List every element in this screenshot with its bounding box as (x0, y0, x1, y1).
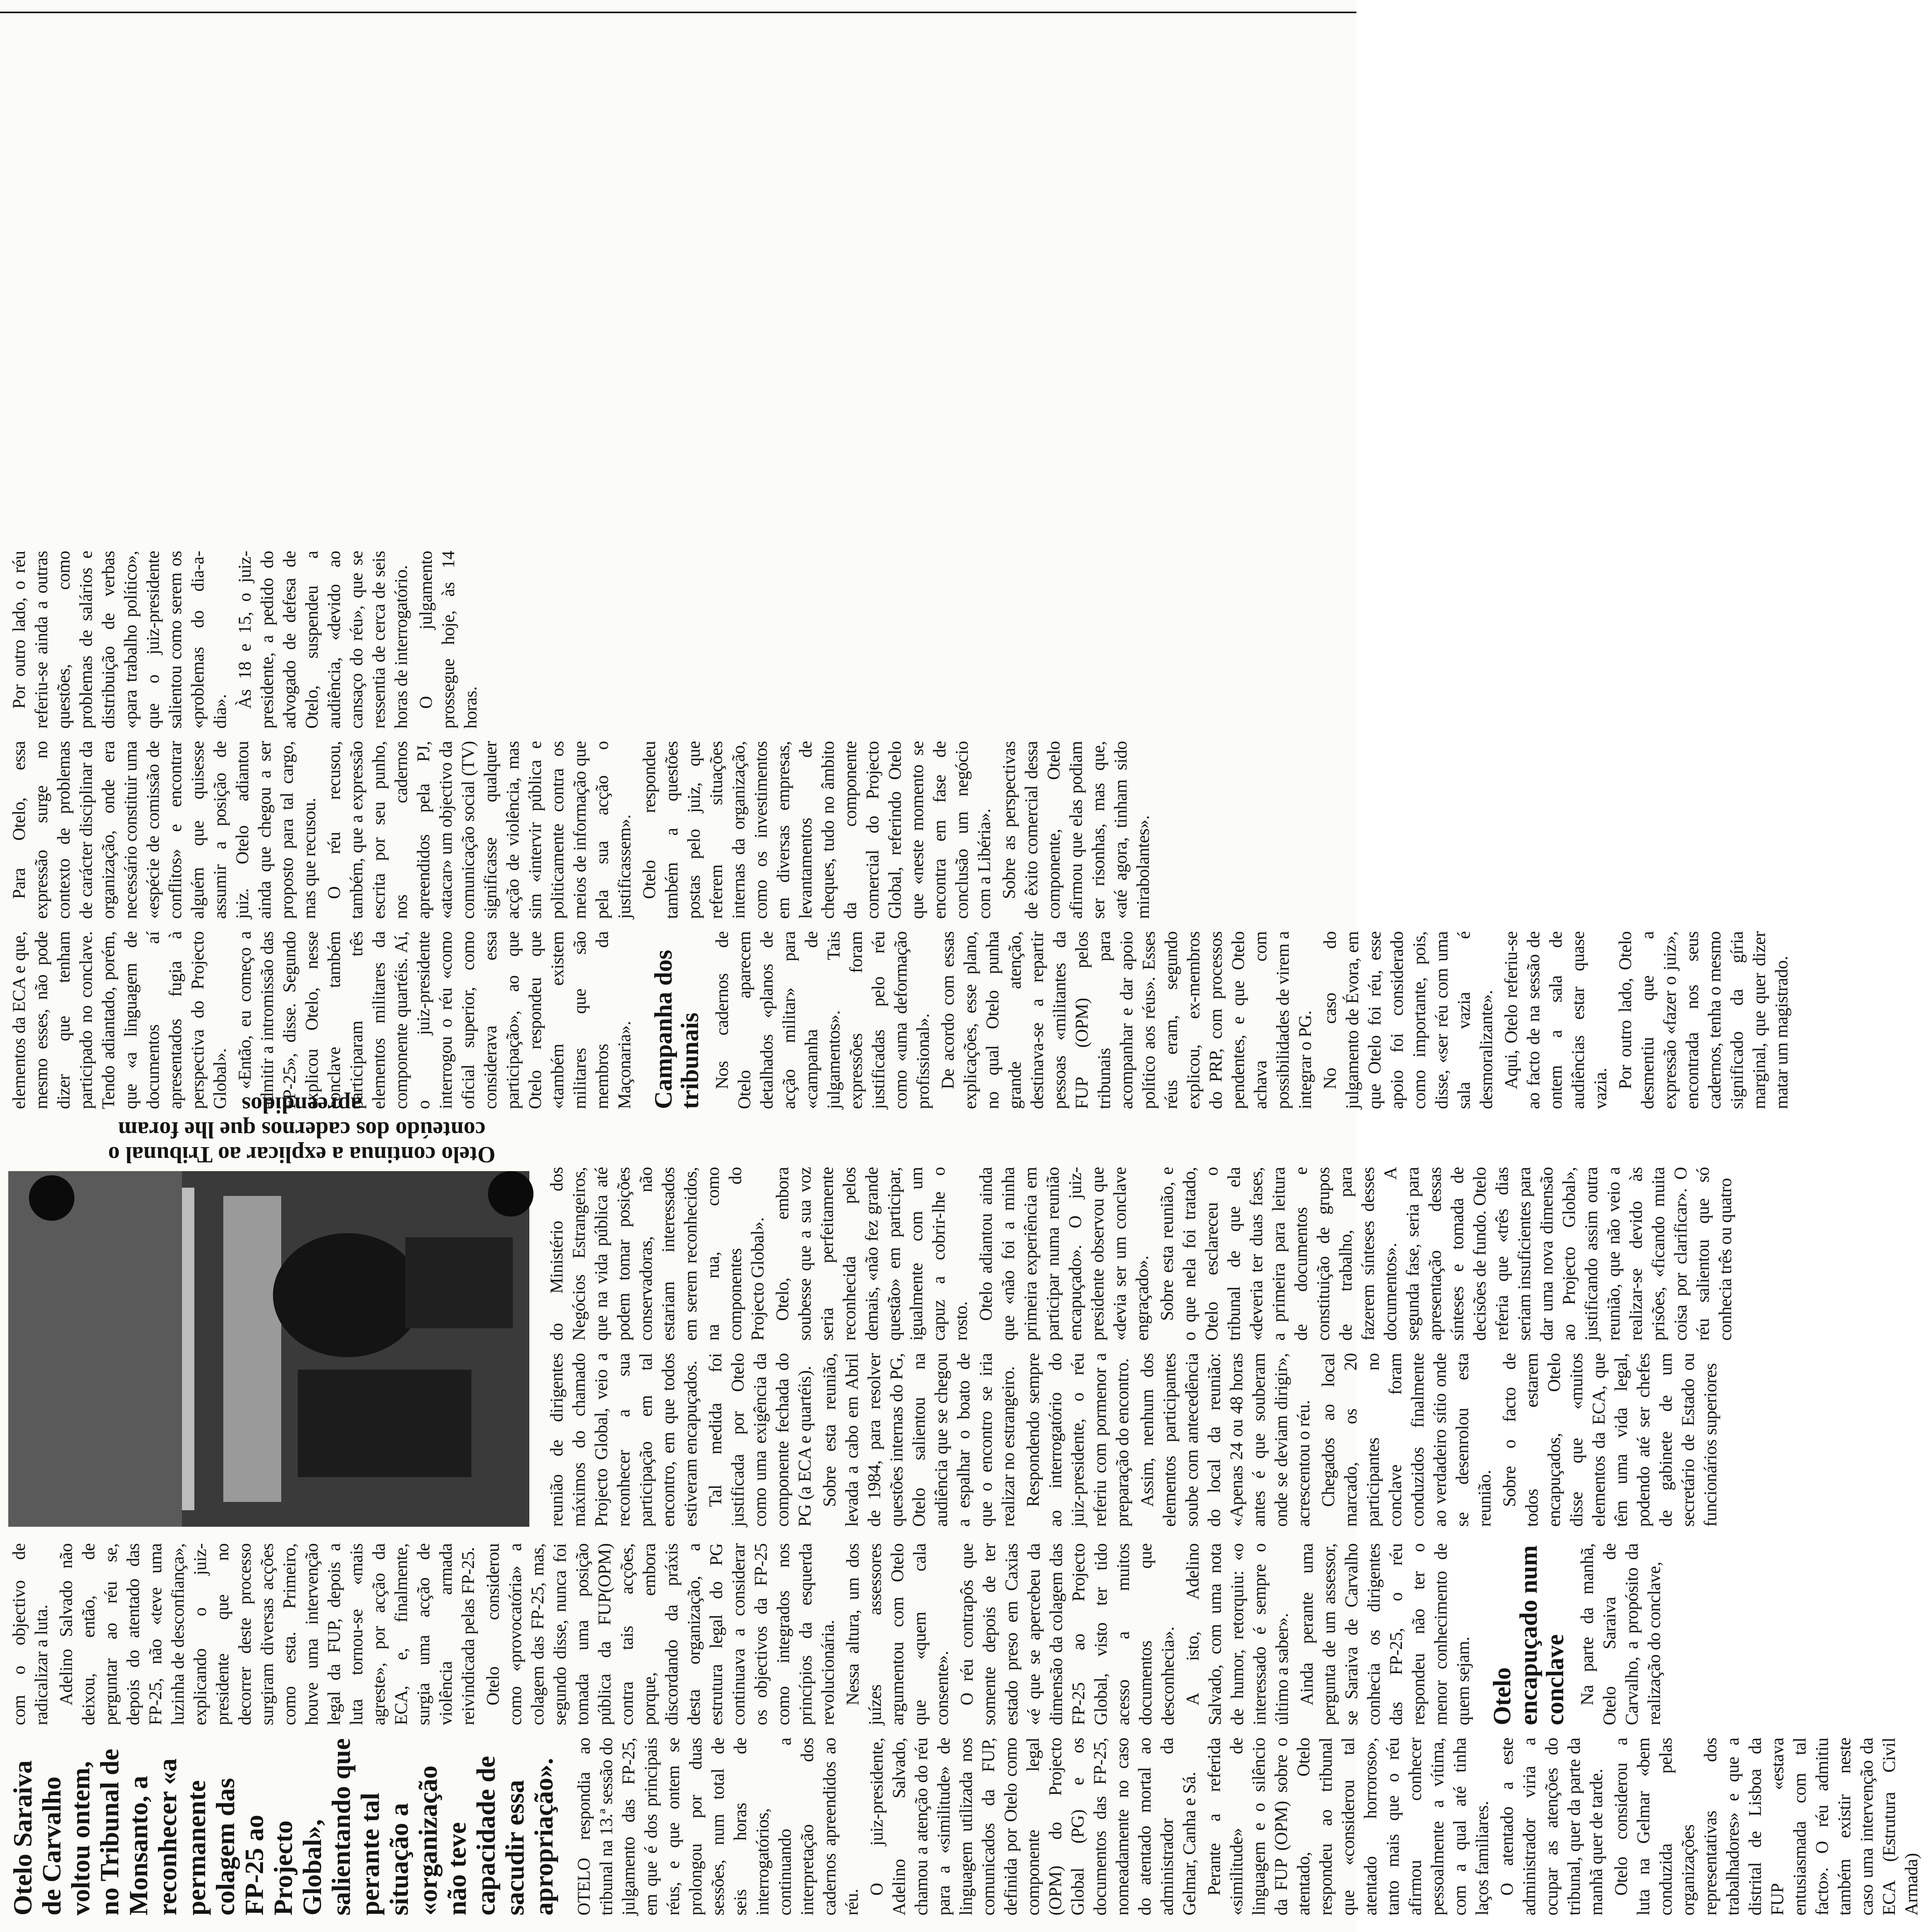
paragraph: Às 18 e 15, o juiz-presidente, a pedido do advogado de defesa de Otelo, suspendeu a audiência, «devido ao cansaço do réu», que se ressentia de cerca de seis horas de interrogatório. (235, 551, 411, 729)
paragraph: Sobre esta reunião, e o que nela foi tratado, Otelo esclareceu o tribunal de que ela «deveria ter duas fases, a primeira para leitura de documentos e constituição de grupos de trabalho, para fazerem sínteses desses documentos». A segunda fase, seria para apresentação dessas sínteses e tomada de decisões de fundo. Otelo referia que «três dias seriam insuficientes para dar uma nova dimensão ao Projecto Global», justificando assim outra reunião, que não veio a realizar-se devido às prisões, «ficando muita coisa por clarificar». O réu salientou que só conhecia três ou quatro (1158, 1167, 1735, 1341)
paragraph: Nessa altura, um dos juízes assessores argumentou com Otelo que «quem cala consente». (843, 1543, 952, 1725)
paragraph: Chegados ao local marcado, os 20 participantes no conclave foram conduzidos finalmente ao verdadeiro sítio onde se desenrolou esta reunião. (1319, 1353, 1495, 1527)
paragraph: Aqui, Otelo referiu-se ao facto de na sessão de ontem a sala de audiências estar quase vazia. (1502, 931, 1610, 1109)
paragraph: O réu recusou, também, que a expressão escrita por seu punho, nos cadernos apreendidos pela PJ, «atacar» um objectivo da comunicação social (TV) significasse qualquer acção de violência, mas sim «intervir pública e politicamente contra os meios de informação que pela sua acção o justificassem». (325, 741, 634, 919)
headline: Otelo Saraiva de Carvalho voltou ontem, no Tribunal de Monsanto, a reconhecer «a permanente colagem das FP-25 ao Projecto Global», salientando que perante tal situação a «organização não teve capacidade de sacudir essa apropriação». (8, 1738, 558, 1915)
paragraph: No caso do julgamento de Évora, em que Otelo foi réu, esse apoio foi considerado como importante, pois, disse, «ser réu com uma sala vazia é desmoralizante». (1320, 931, 1496, 1109)
paragraph: Nos cadernos de Otelo aparecem detalhados «planos de acção militar» para «campanha de julgamentos». Tais expressões foram justificadas pelo réu como «uma deformação profissional». (713, 931, 933, 1109)
paragraph: Sobre o facto de todos estarem encapuçados, Otelo disse que «muitos elementos da ECA, que têm uma vida legal, podendo até ser chefes de gabinete de um secretário de Estado ou funcionários superiores (1500, 1353, 1720, 1527)
paragraph: Respondendo sempre ao interrogatório do juiz-presidente, o réu referiu com pormenor a preparação do encontro. (1024, 1353, 1132, 1527)
paragraph: OTELO respondia ao tribunal na 13.ª sessão do julgamento das FP-25, em que é dos principais réus, e que ontem se prolongou por duas sessões, num total de seis horas de interrogatórios, continuando a interpretação dos cadernos apreendidos ao réu. (574, 1738, 862, 1915)
paragraph: do Ministério dos Negócios Estrangeiros, que na vida pública até podem tomar posições conservadoras, não estariam interessados em serem reconhecidos, na rua, como componentes do Projecto Global». (547, 1167, 768, 1341)
paragraph: Otelo respondeu também a questões postas pelo juiz, que referem situações internas da organização, como os investimentos em diversas empresas, levantamentos de cheques, tudo no âmbito da componente comercial do Projecto Global, referindo Otelo que «neste momento se encontra em fase de conclusão um negócio com a Libéria». (640, 741, 994, 919)
paragraph: Otelo adiantou ainda que «não foi a minha primeira experiência em participar numa reunião encapuçado». O juiz-presidente observou que «devia ser um conclave engraçado». (976, 1167, 1152, 1341)
paragraph: reunião de dirigentes máximos do chamado Projecto Global, veio a reconhecer a sua participação em tal encontro, em que todos estiveram encapuçados. (547, 1353, 701, 1527)
subheading: Campanha dos tribunais (650, 949, 703, 1109)
column-6 (8, 741, 1344, 919)
subheading: Otelo encapuçado num conclave (1488, 1545, 1569, 1725)
column-3 (546, 1353, 1720, 1527)
column-5 (8, 931, 1791, 1109)
paragraph: Otelo considerou a luta na Gelmar «bem conduzida pelas organizações representativas dos trabalhadores» e que a distrital de Lisboa da FUP «estava entusiasmada com tal facto». O réu admitiu também existir neste caso uma intervenção da ECA (Estrutura Civil Armada) (1612, 1738, 1921, 1915)
photo-image (8, 1171, 529, 1527)
paragraph: Ainda perante uma pergunta de um assessor, se Saraiva de Carvalho conhecia os dirigentes das FP-25, o réu respondeu não ter o menor conhecimento de quem sejam. (1297, 1543, 1473, 1725)
column-1 (8, 1738, 1921, 1915)
punch-hole (488, 1171, 533, 1217)
paragraph: O réu contrapôs que somente depois de ter estado preso em Caxias «é que se apercebeu da dimensão da colagem das FP-25 ao Projecto Global, visto ter tido acesso a muitos documentos que desconhecia». (957, 1543, 1178, 1725)
paragraph: O atentado a este administrador viria a ocupar as atenções do tribunal, quer da parte da manhã quer de tarde. (1497, 1738, 1606, 1915)
paragraph: elementos da ECA e que, mesmo esses, não pode dizer que tenham participado no conclave. Tendo adiantado, porém, que «a linguagem de documentos aí apresentados fugia à perspectiva do Projecto Global». (10, 931, 230, 1109)
column-2 (8, 1543, 1664, 1725)
court-photo (8, 1171, 529, 1527)
paragraph: Otelo considerou como «provocatória» a colagem das FP-25, mas, segundo disse, nunca foi tomada uma posição pública da FUP(OPM) contra tais acções, porque, embora discordando da práxis desta organização, a estrutura legal do PG continuava a considerar os objectivos da FP-25 como integrados nos princípios da esquerda revolucionária. (483, 1543, 838, 1725)
paragraph: Na parte da manhã, Otelo Saraiva de Carvalho, a propósito da realização do conclave, (1578, 1543, 1664, 1725)
paragraph: O juiz-presidente, Adelino Salvado, chamou a atenção do réu para a «similitude» de linguagem utilizada nos comunicados da FUP, definida por Otelo como componente legal (OPM) do Projecto Global (PG) e os documentos das FP-25, nomeadamente no caso do atentado mortal ao administrador da Gelmar, Canha e Sá. (867, 1738, 1199, 1915)
paragraph: Sobre esta reunião, levada a cabo em Abril de 1984, para resolver questões internas do PG, Otelo salientou na audiência que se chegou a espalhar o boato de que o encontro se iria realizar no estrangeiro. (820, 1353, 1018, 1527)
paragraph: Perante a referida «similitude» de linguagem e o silêncio da FUP (OPM) sobre o atentado, Otelo respondeu ao tribunal que «considerou tal atentado horroroso», tanto mais que o réu afirmou conhecer pessoalmente a vítima, com a qual até tinha laços familiares. (1205, 1738, 1492, 1915)
paragraph: Por outro lado, Otelo desmentiu que a expressão «fazer o juiz», encontrada nos seus cadernos, tenha o mesmo significado da gíria marginal, que quer dizer matar um magistrado. (1616, 931, 1791, 1109)
paragraph: Adelino Salvado não deixou, então, de perguntar ao réu se, depois do atentado das FP-25, não «teve uma luzinha de desconfiança», explicando o juiz-presidente que no decorrer deste processo surgiram diversas acções como esta. Primeiro, houve uma intervenção legal da FUP, depois a luta tornou-se «mais agreste», por acção da ECA, e, finalmente, surgia uma acção de violência armada reivindicada pelas FP-25. (57, 1543, 478, 1725)
paragraph: Assim, nenhum dos elementos participantes soube com antecedência do local da reunião: «Apenas 24 ou 48 horas antes é que souberam onde se deviam dirigir», acrescentou o réu. (1138, 1353, 1313, 1527)
paragraph: Por outro lado, o réu referiu-se ainda a outras questões, como problemas de salários e distribuição de verbas «para trabalho político», que o juiz-presidente salientou como serem os «problemas do dia-a-dia». (10, 551, 230, 729)
paragraph: De acordo com essas explicações, esse plano, no qual Otelo punha grande atenção, destinava-se a repartir pessoas «militantes da FUP (OPM) pelos tribunais para acompanhar e dar apoio político aos réus». Esses réus eram, segundo explicou, ex-membros do PRP, com processos pendentes, e que Otelo achava com possibilidades de virem a integrar o PG. (938, 931, 1315, 1109)
paragraph: Para Otelo, essa expressão surge no contexto de problemas de carácter disciplinar da organização, onde era necessário constituir uma «espécie de comissão de conflitos» e encontrar alguém que quisesse assumir a posição de juiz. Otelo adiantou ainda que chegou a ser proposto para tal cargo, mas que recusou. (10, 741, 319, 919)
paragraph: Tal medida foi justificada por Otelo como uma exigência da componente fechada do PG (a ECA e quartéis). (706, 1353, 815, 1527)
paragraph: Otelo, embora soubesse que a sua voz seria perfeitamente reconhecida pelos demais, «não fez grande questão» em participar, igualmente com um capuz a cobrir-lhe o rosto. (773, 1167, 971, 1341)
paragraph: A isto, Adelino Salvado, com uma nota de humor, retorquiu: «o interessado é sempre o último a saber». (1183, 1543, 1292, 1725)
column-7 (8, 551, 1344, 729)
paragraph: O julgamento prossegue hoje, às 14 horas. (416, 551, 481, 729)
paragraph: «Então, eu começo a admitir a intromissão das FP-25», disse. Segundo explicou Otelo, nesse conclave também participaram três elementos militares da componente quartéis. Aí, o juiz-presidente interrogou o réu «como oficial superior, como considerava essa participação», ao que Otelo respondeu que «também existem militares que são membros da Maçonaria». (235, 931, 634, 1109)
punch-hole (29, 1175, 74, 1221)
photo-caption: Otelo continua a explicar ao Tribunal o conteúdo dos cadernos que lhe foram apreendidos (108, 1092, 496, 1167)
paragraph: Sobre as perspectivas de êxito comercial dessa componente, Otelo afirmou que elas podiam ser risonhas, mas que, «até agora, tinham sido mirabolantes». (1000, 741, 1153, 919)
column-4 (546, 1167, 1735, 1341)
page-edge-rule (0, 12, 1356, 13)
paragraph: com o objectivo de radicalizar a luta. (10, 1543, 51, 1725)
